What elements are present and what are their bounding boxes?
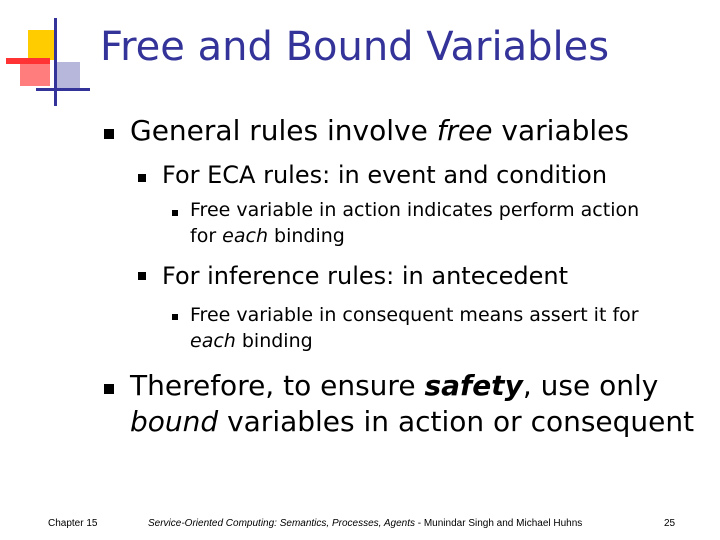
bullet-therefore-safety: Therefore, to ensure safety, use only bound variables in action or consequent [130, 369, 695, 438]
bullet-free-variable-action: Free variable in action indicates perform action for each binding [190, 199, 640, 247]
footer-chapter: Chapter 15 [48, 518, 98, 529]
bullet-eca-rules: For ECA rules: in event and condition [162, 161, 608, 189]
footer-page-number: 25 [664, 518, 676, 529]
slide-title: Free and Bound Variables [100, 24, 610, 70]
footer-course-credits: Service-Oriented Computing: Semantics, Processes, Agents - Munindar Singh and Michael Huhns [148, 518, 583, 529]
bullet-inference-rules: For inference rules: in antecedent [162, 262, 569, 290]
bullet-free-variable-consequent: Free variable in consequent means assert it for each binding [190, 304, 639, 352]
bullet-general-rules: General rules involve free variables [130, 114, 629, 147]
